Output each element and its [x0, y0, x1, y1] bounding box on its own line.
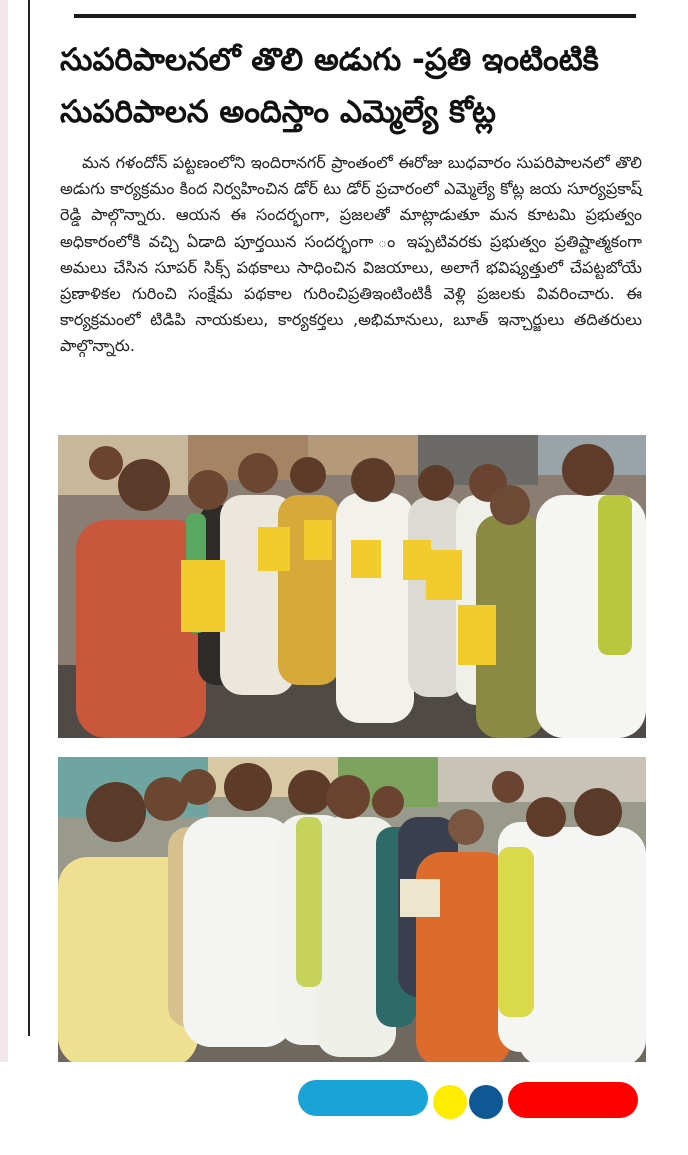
crowd-photo-icon [58, 757, 646, 1067]
article-photo-1 [58, 435, 646, 738]
page-edge-strip [0, 0, 8, 1062]
article-photo-2 [58, 757, 646, 1067]
article-headline: సుపరిపాలనలో తొలి అడుగు -ప్రతి ఇంటింటికి సుపరిపాలన అందిస్తాం ఎమ్మెల్యే కోట్ల [60, 42, 599, 130]
footer-yellow-dot [433, 1085, 467, 1119]
crowd-photo-icon [58, 435, 646, 738]
article-body: మన గళందోన్ పట్టణంలోని ఇందిరానగర్ ప్రాంతంలో ఈరోజు బుధవారం సుపరిపాలనలో తొలి అడుగు కార్యక్రమం కింద నిర్వహించిన డోర్ టు డోర్ ప్రచారంలో ఎమ్మెల్యే కోట్ల జయ సూర్యప్రకాష్ రెడ్డి పాల్గొన్నారు. ఆయన ఈ సందర్భంగా, ప్రజలతో మాట్లాడుతూ మన కూటమి ప్రభుత్వం అధికారంలోకి వచ్చి ఏడాది పూర్తయిన సందర్భంగా ం ఇప్పటివరకు ప్రభుత్వం ప్రతిష్టాత్మకంగా అమలు చేసిన సూపర్ సిక్స్ పథకాలు సాధించిన విజయాలు, అలాగే భవిష్యత్తులో చేపట్టబోయే ప్రణాళికల గురించి సంక్షేమ పథకాల గురించిప్రతిఇంటింటికీ వెళ్లి ప్రజలకు వివరించారు. ఈ కార్యక్రమంలో టిడిపి నాయకులు, కార్యకర్తలు ,అభిమానులు, బూత్ ఇన్చార్జులు తదితరులు పాల్గొన్నారు. [60, 153, 642, 356]
footer-blue-pill [298, 1080, 428, 1116]
footer-red-pill [508, 1082, 638, 1118]
footer-navy-dot [469, 1085, 503, 1119]
top-rule [74, 14, 636, 18]
column-rule [28, 0, 30, 1036]
